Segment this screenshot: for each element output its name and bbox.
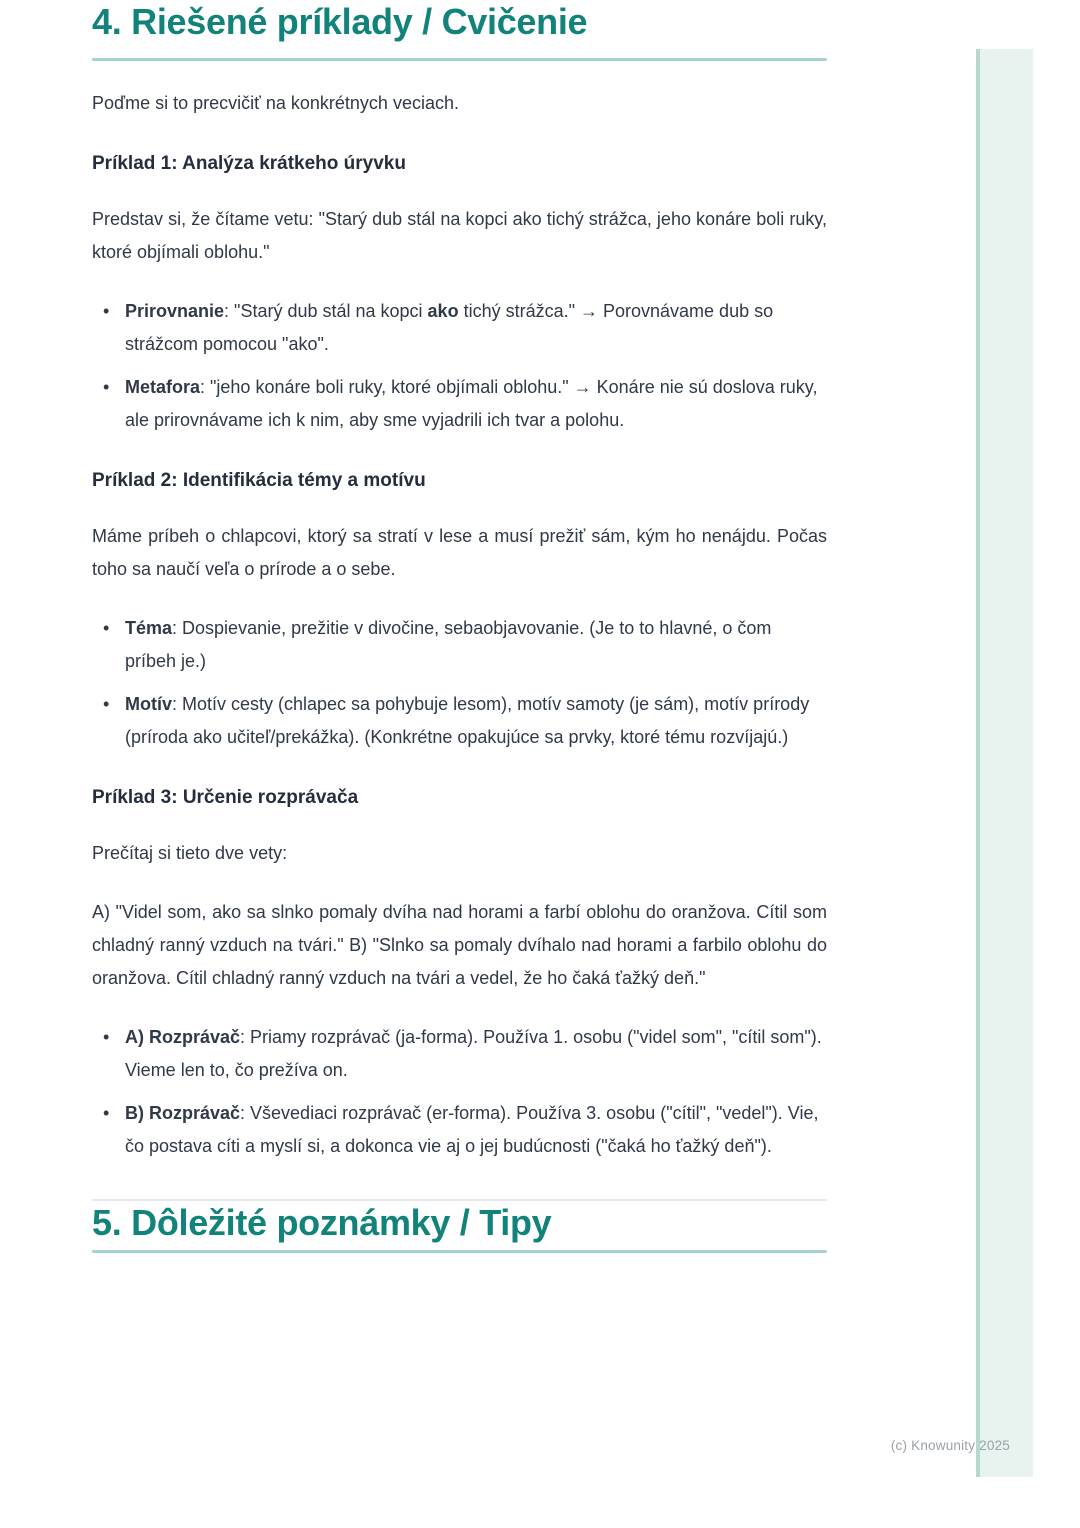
example-bullet-list [92,1021,827,1163]
copyright-watermark: (c) Knowunity 2025 [890,1438,1010,1453]
section4-title-underline [92,58,827,61]
bullet-item [92,371,827,437]
bullet-text: : Dospievanie, prežitie v divočine, sebaobjavovanie. (Je to to hlavné, o čom príbeh je.) [125,618,772,672]
bullet-item [92,295,827,361]
bullet-item [92,612,827,678]
example-paragraph: A) "Videl som, ako sa slnko pomaly dvíha nad horami a farbí oblohu do oranžova. Cítil som chladný ranný vzduch na tvári." B) "Slnko sa pomaly dvíhalo nad horami a farbilo oblohu do oranžova. Cítil chladný ranný vzduch na tvári a vedel, že ho čaká ťažký deň." [92,902,827,989]
example-heading: Príklad 3: Určenie rozprávača [92,787,359,809]
content-column [92,0,827,1253]
example-paragraph: Máme príbeh o chlapcovi, ktorý sa stratí v lese a musí prežiť sám, kým ho nenájdu. Počas toho sa naučí veľa o prírode a o sebe. [92,526,827,580]
bullet-term: Metafora [125,377,201,398]
bullet-text: tichý strážca." → Porovnávame dub so strážcom pomocou "ako". [125,301,774,355]
example-bullet-list [92,295,827,437]
section5-title-underline [92,1250,827,1253]
example-block-1 [92,150,827,437]
bullet-term: Téma [125,618,173,639]
example-paragraph: Prečítaj si tieto dve vety: [92,843,288,864]
bullet-item [92,1097,827,1163]
example-heading: Príklad 2: Identifikácia témy a motívu [92,470,426,492]
example-heading: Príklad 1: Analýza krátkeho úryvku [92,153,406,175]
bullet-term: A) Rozprávač [125,1027,241,1048]
bullet-text: : Priamy rozprávač (ja-forma). Používa 1. osobu ("videl som", "cítil som"). Vieme len to, čo prežíva on. [125,1027,822,1081]
bullet-text: : "jeho konáre boli ruky, ktoré objímali oblohu." → Konáre nie sú doslova ruky, ale prirovnávame ich k nim, aby sme vyjadrili ich tvar a polohu. [125,377,818,431]
section5-title: 5. Dôležité poznámky / Tipy [92,1202,552,1244]
bullet-text: : "Starý dub stál na kopci [224,301,428,322]
bullet-text: : Vševediaci rozprávač (er-forma). Používa 3. osobu ("cítil", "vedel"). Vie, čo postava cíti a myslí si, a dokonca vie aj o jej budúcnosti ("čaká ho ťažký deň"). [125,1103,819,1157]
bullet-term: Motív [125,694,172,715]
bullet-item [92,1021,827,1087]
bullet-text: : Motív cesty (chlapec sa pohybuje lesom), motív samoty (je sám), motív prírody (príroda ako učiteľ/prekážka). (Konkrétne opakujúce sa prvky, ktoré tému rozvíjajú.) [125,694,810,748]
bullet-item [92,688,827,754]
example-paragraph: Predstav si, že čítame vetu: "Starý dub stál na kopci ako tichý strážca, jeho konáre boli ruky, ktoré objímali oblohu." [92,209,827,263]
section4-intro: Poďme si to precvičiť na konkrétnych veciach. [92,93,459,114]
bullet-term: B) Rozprávač [125,1103,241,1124]
bullet-term: Prirovnanie [125,301,225,322]
example-bullet-list [92,612,827,754]
bullet-term: ako [427,301,459,322]
section4-title: 4. Riešené príklady / Cvičenie [92,1,588,42]
example-block-2 [92,467,827,754]
examples-container [92,150,827,1163]
example-block-3 [92,784,827,1163]
page-edge-stripe [976,49,1033,1477]
